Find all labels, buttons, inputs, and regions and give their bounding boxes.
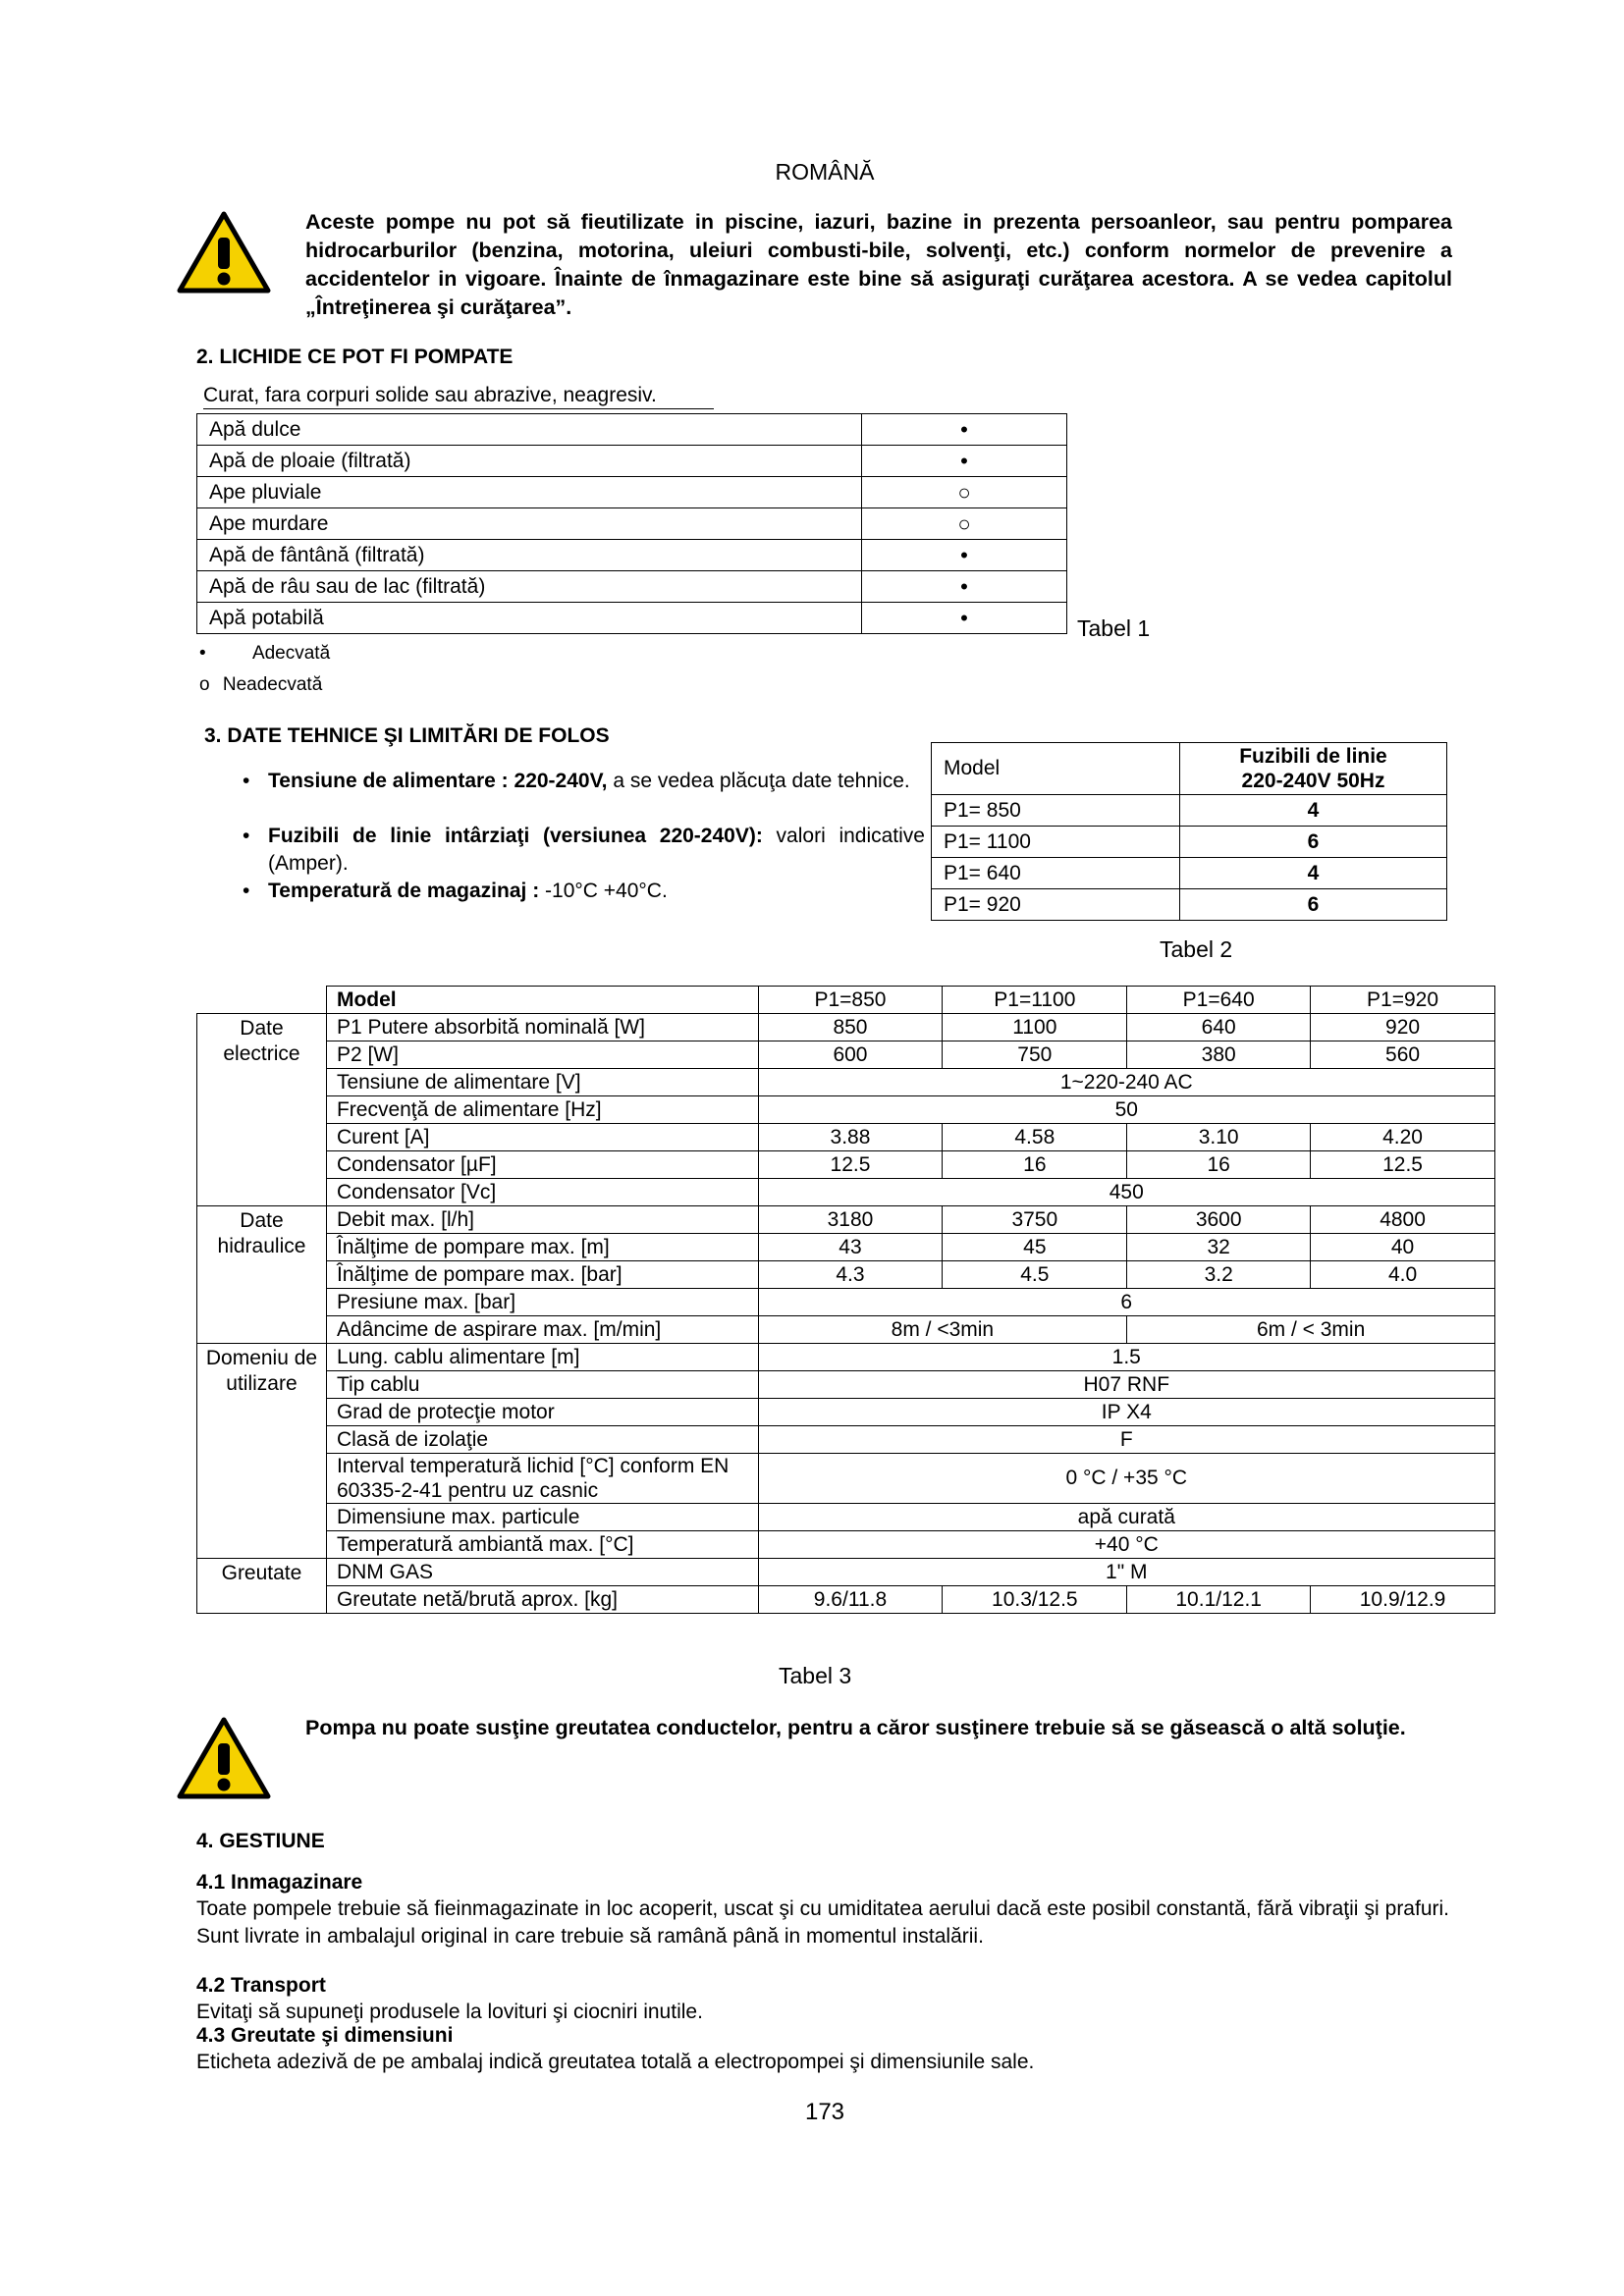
liquid-name: Ape pluviale bbox=[197, 477, 862, 508]
parameter-value: 1~220-240 AC bbox=[758, 1069, 1494, 1096]
parameter-label: Curent [A] bbox=[326, 1124, 758, 1151]
parameter-value: 8m / <3min bbox=[758, 1316, 1127, 1344]
legend-symbol: o bbox=[199, 674, 210, 695]
liquid-name: Apă de fântână (filtrată) bbox=[197, 540, 862, 571]
fuse-row bbox=[932, 827, 1447, 858]
fuses-header-fuse bbox=[1180, 743, 1447, 795]
parameter-label: Înălţime de pompare max. [bar] bbox=[326, 1261, 758, 1289]
fuse-value: 4 bbox=[1180, 795, 1447, 827]
header-model-value: P1=920 bbox=[1311, 987, 1495, 1014]
table-row bbox=[197, 1206, 1495, 1234]
legend-label: Neadecvată bbox=[222, 674, 323, 695]
parameter-label: Temperatură ambiantă max. [°C] bbox=[326, 1531, 758, 1559]
warning-text-pool-hydrocarbons: Aceste pompe nu pot să fieutilizate in piscine, iazuri, bazine in prezenta persoanleor, sau pentru pomparea hidrocarburilor (benzina, motorina, uleiuri combusti-bile, solvenţi, etc.) conform normelor de prevenire a accidentelor in vigoare. Înainte de înmagazinare este bine să asiguraţi curăţarea acestora. A se vedea capitolul „Întreţinerea şi curăţarea”. bbox=[305, 210, 1452, 319]
liquid-row bbox=[197, 477, 1067, 508]
group-label: Domeniu de utilizare bbox=[197, 1344, 327, 1559]
parameter-value: 4.20 bbox=[1311, 1124, 1495, 1151]
section-4-2-text: Evitaţi să supuneţi produsele la lovituri şi ciocniri inutile. bbox=[196, 2001, 703, 2023]
bullet-storage-temp-text: -10°C +40°C. bbox=[539, 880, 668, 902]
language-header: ROMÂNĂ bbox=[775, 159, 875, 185]
fuses-header-line2: 220-240V 50Hz bbox=[1241, 770, 1385, 792]
section-2-title: 2. LICHIDE CE POT FI POMPATE bbox=[196, 346, 514, 368]
page-number: 173 bbox=[804, 2099, 845, 2125]
parameter-value: 4.5 bbox=[943, 1261, 1127, 1289]
table-row bbox=[197, 1069, 1495, 1096]
liquid-row bbox=[197, 603, 1067, 634]
suitability-symbol: • bbox=[862, 540, 1067, 571]
table-row bbox=[197, 1014, 1495, 1041]
table-row bbox=[197, 1151, 1495, 1179]
parameter-value: 920 bbox=[1311, 1014, 1495, 1041]
parameter-value: 600 bbox=[758, 1041, 943, 1069]
parameter-label: Presiune max. [bar] bbox=[326, 1289, 758, 1316]
parameter-label: Debit max. [l/h] bbox=[326, 1206, 758, 1234]
table-header-row bbox=[197, 987, 1495, 1014]
fuses-header-line1: Fuzibili de linie bbox=[1239, 745, 1387, 768]
parameter-value: 9.6/11.8 bbox=[758, 1586, 943, 1614]
bullet-supply-voltage-text: a se vedea plăcuţa date tehnice. bbox=[607, 770, 910, 792]
liquid-name: Apă de râu sau de lac (filtrată) bbox=[197, 571, 862, 603]
parameter-label: Dimensiune max. particule bbox=[326, 1504, 758, 1531]
technical-data-table bbox=[196, 986, 1495, 1614]
fuse-row bbox=[932, 858, 1447, 889]
parameter-value: 45 bbox=[943, 1234, 1127, 1261]
table-row bbox=[197, 1504, 1495, 1531]
suitability-symbol: ○ bbox=[862, 508, 1067, 540]
parameter-value: 1" M bbox=[758, 1559, 1494, 1586]
parameter-value: 12.5 bbox=[1311, 1151, 1495, 1179]
bullet-storage-temp-label: Temperatură de magazinaj : bbox=[268, 880, 540, 902]
table-row bbox=[197, 1041, 1495, 1069]
bullet-line-fuses: • Fuzibili de linie intârziaţi (versiunea 220-240V): valori indicative (Amper). bbox=[243, 825, 925, 875]
parameter-value: 6 bbox=[758, 1289, 1494, 1316]
parameter-label: Tensiune de alimentare [V] bbox=[326, 1069, 758, 1096]
parameter-label: Adâncime de aspirare max. [m/min] bbox=[326, 1316, 758, 1344]
bullet-supply-voltage-label: Tensiune de alimentare : 220-240V, bbox=[268, 770, 608, 792]
fuse-row bbox=[932, 795, 1447, 827]
legend-suitable bbox=[199, 640, 330, 667]
parameter-value: 450 bbox=[758, 1179, 1494, 1206]
parameter-label: Tip cablu bbox=[326, 1371, 758, 1399]
group-label: Date electrice bbox=[197, 1014, 327, 1206]
liquid-row bbox=[197, 540, 1067, 571]
table-1-caption: Tabel 1 bbox=[1077, 615, 1151, 641]
table-3-caption: Tabel 3 bbox=[779, 1663, 852, 1688]
header-model-value: P1=850 bbox=[758, 987, 943, 1014]
fuses-table bbox=[931, 742, 1447, 921]
bullet-supply-voltage: • Tensiune de alimentare : 220-240V, a se vedea plăcuţa date tehnice. bbox=[243, 770, 910, 792]
parameter-value: 16 bbox=[1127, 1151, 1311, 1179]
parameter-value: 640 bbox=[1127, 1014, 1311, 1041]
legend-symbol: • bbox=[199, 643, 206, 664]
parameter-value: F bbox=[758, 1426, 1494, 1454]
warning-icon bbox=[177, 1716, 271, 1800]
table-row bbox=[197, 1124, 1495, 1151]
parameter-label: Condensator [Vc] bbox=[326, 1179, 758, 1206]
table-row bbox=[197, 1316, 1495, 1344]
liquid-row bbox=[197, 446, 1067, 477]
liquid-name: Apă potabilă bbox=[197, 603, 862, 634]
parameter-value: 3750 bbox=[943, 1206, 1127, 1234]
bullet-line-fuses-text: valori indicative (Amper). bbox=[268, 825, 925, 875]
parameter-value: 10.9/12.9 bbox=[1311, 1586, 1495, 1614]
liquid-name: Apă dulce bbox=[197, 414, 862, 446]
parameter-value: 4.3 bbox=[758, 1261, 943, 1289]
suitability-symbol: • bbox=[862, 571, 1067, 603]
parameter-value: 50 bbox=[758, 1096, 1494, 1124]
table-row bbox=[197, 1096, 1495, 1124]
fuse-model: P1= 1100 bbox=[932, 827, 1180, 858]
table-row bbox=[197, 1234, 1495, 1261]
table-row bbox=[197, 1454, 1495, 1504]
parameter-value: IP X4 bbox=[758, 1399, 1494, 1426]
suitability-symbol: • bbox=[862, 446, 1067, 477]
fuse-value: 6 bbox=[1180, 827, 1447, 858]
section-4-title: 4. GESTIUNE bbox=[196, 1830, 325, 1852]
table-row bbox=[197, 1426, 1495, 1454]
parameter-label: P1 Putere absorbită nominală [W] bbox=[326, 1014, 758, 1041]
parameter-label: Interval temperatură lichid [°C] conform EN 60335-2-41 pentru uz casnic bbox=[326, 1454, 758, 1504]
warning-text-pipe-weight: Pompa nu poate susţine greutatea conductelor, pentru a căror susţinere trebuie să se găsească o altă soluţie. bbox=[305, 1716, 1406, 1739]
parameter-value: 3.2 bbox=[1127, 1261, 1311, 1289]
liquid-row bbox=[197, 414, 1067, 446]
legend-unsuitable bbox=[199, 671, 322, 699]
table-row bbox=[197, 1179, 1495, 1206]
table-row bbox=[197, 1371, 1495, 1399]
fuse-model: P1= 640 bbox=[932, 858, 1180, 889]
section-2-intro: Curat, fara corpuri solide sau abrazive, neagresiv. bbox=[203, 383, 714, 409]
parameter-value: 3600 bbox=[1127, 1206, 1311, 1234]
parameter-label: Condensator [µF] bbox=[326, 1151, 758, 1179]
parameter-value: 560 bbox=[1311, 1041, 1495, 1069]
fuse-value: 4 bbox=[1180, 858, 1447, 889]
liquid-row bbox=[197, 571, 1067, 603]
parameter-value: +40 °C bbox=[758, 1531, 1494, 1559]
parameter-label: Lung. cablu alimentare [m] bbox=[326, 1344, 758, 1371]
fuse-model: P1= 850 bbox=[932, 795, 1180, 827]
section-4-2-title: 4.2 Transport bbox=[196, 1974, 326, 1997]
parameter-label: Greutate netă/brută aprox. [kg] bbox=[326, 1586, 758, 1614]
parameter-value: 3180 bbox=[758, 1206, 943, 1234]
parameter-label: Înălţime de pompare max. [m] bbox=[326, 1234, 758, 1261]
parameter-value: 10.1/12.1 bbox=[1127, 1586, 1311, 1614]
section-4-1-text: Toate pompele trebuie să fieinmagazinate in loc acoperit, uscat şi cu umiditatea aerului dacă este posibil constantă, fără vibraţii şi prafuri. Sunt livrate in ambalajul original in care trebuie să ramână până in momentul instalării. bbox=[196, 1897, 1449, 1948]
legend-label: Adecvată bbox=[251, 643, 331, 664]
parameter-value: 16 bbox=[943, 1151, 1127, 1179]
parameter-value: 40 bbox=[1311, 1234, 1495, 1261]
liquids-table bbox=[196, 413, 1067, 634]
table-row bbox=[197, 1261, 1495, 1289]
warning-icon bbox=[177, 210, 271, 294]
parameter-value: 3.10 bbox=[1127, 1124, 1311, 1151]
parameter-value: 1.5 bbox=[758, 1344, 1494, 1371]
group-label: Greutate bbox=[197, 1559, 327, 1614]
parameter-value: 4.0 bbox=[1311, 1261, 1495, 1289]
parameter-value: 380 bbox=[1127, 1041, 1311, 1069]
parameter-value: H07 RNF bbox=[758, 1371, 1494, 1399]
parameter-value: 4800 bbox=[1311, 1206, 1495, 1234]
parameter-value: 4.58 bbox=[943, 1124, 1127, 1151]
table-row bbox=[197, 1399, 1495, 1426]
header-model-label: Model bbox=[326, 987, 758, 1014]
parameter-value: 6m / < 3min bbox=[1127, 1316, 1495, 1344]
empty-corner-cell bbox=[197, 987, 327, 1014]
parameter-value: 1100 bbox=[943, 1014, 1127, 1041]
bullet-storage-temp: • Temperatură de magazinaj : -10°C +40°C. bbox=[243, 880, 668, 902]
parameter-value: 0 °C / +35 °C bbox=[758, 1454, 1494, 1504]
parameter-label: Clasă de izolaţie bbox=[326, 1426, 758, 1454]
fuse-model: P1= 920 bbox=[932, 889, 1180, 921]
group-label: Date hidraulice bbox=[197, 1206, 327, 1344]
parameter-value: 10.3/12.5 bbox=[943, 1586, 1127, 1614]
section-4-3-title: 4.3 Greutate şi dimensiuni bbox=[196, 2024, 454, 2047]
fuse-value: 6 bbox=[1180, 889, 1447, 921]
suitability-symbol: • bbox=[862, 414, 1067, 446]
table-row bbox=[197, 1586, 1495, 1614]
table-row bbox=[197, 1531, 1495, 1559]
parameter-label: Frecvenţă de alimentare [Hz] bbox=[326, 1096, 758, 1124]
parameter-label: Grad de protecţie motor bbox=[326, 1399, 758, 1426]
bullet-line-fuses-label: Fuzibili de linie intârziaţi (versiunea 220-240V): bbox=[268, 825, 763, 847]
parameter-value: 32 bbox=[1127, 1234, 1311, 1261]
fuse-row bbox=[932, 889, 1447, 921]
parameter-value: 12.5 bbox=[758, 1151, 943, 1179]
section-4-3-text: Eticheta adezivă de pe ambalaj indică greutatea totală a electropompei şi dimensiunile sale. bbox=[196, 2051, 1035, 2073]
parameter-value: 850 bbox=[758, 1014, 943, 1041]
parameter-label: P2 [W] bbox=[326, 1041, 758, 1069]
table-row bbox=[197, 1344, 1495, 1371]
section-4-1-title: 4.1 Inmagazinare bbox=[196, 1871, 363, 1894]
header-model-value: P1=640 bbox=[1127, 987, 1311, 1014]
parameter-value: apă curată bbox=[758, 1504, 1494, 1531]
parameter-label: DNM GAS bbox=[326, 1559, 758, 1586]
liquid-name: Apă de ploaie (filtrată) bbox=[197, 446, 862, 477]
fuses-header-model: Model bbox=[932, 743, 1180, 795]
header-model-value: P1=1100 bbox=[943, 987, 1127, 1014]
table-row bbox=[197, 1289, 1495, 1316]
liquid-name: Ape murdare bbox=[197, 508, 862, 540]
suitability-symbol: ○ bbox=[862, 477, 1067, 508]
parameter-value: 750 bbox=[943, 1041, 1127, 1069]
parameter-value: 3.88 bbox=[758, 1124, 943, 1151]
suitability-symbol: • bbox=[862, 603, 1067, 634]
parameter-value: 43 bbox=[758, 1234, 943, 1261]
section-3-title: 3. DATE TEHNICE ŞI LIMITĂRI DE FOLOS bbox=[204, 724, 610, 747]
liquid-row bbox=[197, 508, 1067, 540]
table-2-caption: Tabel 2 bbox=[1160, 936, 1233, 962]
table-row bbox=[197, 1559, 1495, 1586]
